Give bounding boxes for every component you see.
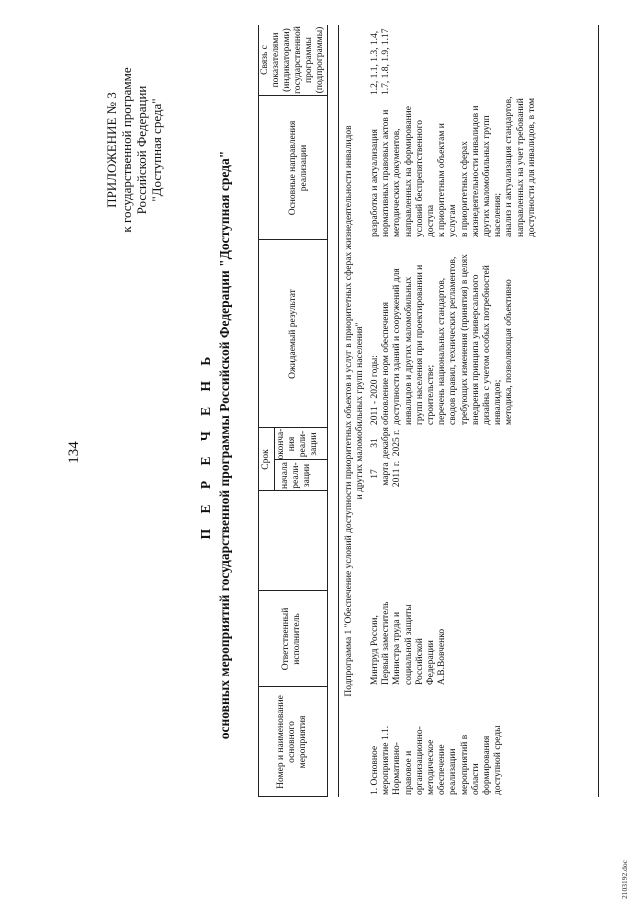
header-line: основного <box>287 721 297 763</box>
table-border-top <box>258 25 259 797</box>
subprogram-line: и других маломобильных групп населения" <box>355 322 365 500</box>
cell-line: мероприятие 1.1. <box>381 725 392 795</box>
cell-line: методических документов, <box>392 128 403 237</box>
cell-line: 2025 г. <box>392 429 403 457</box>
cell-line: 31 <box>370 438 380 448</box>
cell-line: доступности для инвалидов, в том <box>526 97 537 237</box>
cell-line: внедрения принципа универсального <box>470 274 481 425</box>
cell-line: требующих изменения (принятия) в целях <box>459 254 470 425</box>
cell-line: 2011 - 2020 годы: <box>370 355 380 425</box>
row1-end <box>370 427 404 459</box>
cell-line: направленных на учет требований <box>515 98 526 237</box>
column-divider <box>258 686 327 687</box>
header-directions: Основные направления реализации <box>288 120 309 216</box>
cell-line: 1.2, 1.1, 1.3, 1.4, <box>370 30 380 95</box>
title-line: основных мероприятий государственной программы Российской Федерации "Доступная среда" <box>217 150 232 740</box>
cell-line: Минтруд России, <box>370 615 380 685</box>
cell-line: групп населения при проектировании и <box>414 264 425 425</box>
cell-line: организационно- <box>414 726 425 795</box>
header-term: Срок <box>261 449 271 470</box>
cell-line: сводов правил, технических регламентов, <box>448 256 459 425</box>
title-line: П Е Р Е Ч Е Н Ь <box>198 350 213 540</box>
cell-line: методика, позволяющая объективно <box>504 279 515 425</box>
header-end <box>276 428 320 460</box>
header-line: зации <box>309 432 319 456</box>
header-line: государственной <box>293 26 303 94</box>
cell-line: доступности зданий и сооружений для <box>392 268 403 425</box>
row1-directions <box>370 95 538 237</box>
cell-line: анализ и актуализация стандартов, <box>504 96 515 237</box>
header-line: оконча- <box>276 428 286 460</box>
cell-line: обновление норм обеспечения <box>381 301 392 425</box>
column-divider <box>258 796 327 797</box>
header-line: Ответственный <box>281 607 291 671</box>
header-line: исполнитель <box>292 613 302 665</box>
cell-line: реализации <box>448 748 459 795</box>
row1-executor <box>370 589 448 685</box>
header-executor <box>281 593 303 685</box>
row1-result <box>370 241 516 425</box>
header-line: Связь с <box>260 45 270 75</box>
column-divider <box>258 590 327 591</box>
cell-line: разработка и актуализация <box>370 129 380 237</box>
cell-line: Нормативно- <box>392 742 403 795</box>
cell-line: Министра труда и <box>392 611 403 685</box>
header-line: зации <box>302 463 312 488</box>
appendix-line: к государственной программе <box>119 67 134 233</box>
appendix-line: "Доступная среда" <box>149 98 164 202</box>
row1-number-name <box>370 689 504 795</box>
cell-line: правовое и <box>403 750 414 795</box>
subprogram-divider <box>338 25 339 797</box>
cell-line: Российской <box>414 638 425 685</box>
cell-line: марта <box>381 462 392 486</box>
header-line: программы <box>304 37 314 83</box>
row1-link <box>370 25 392 95</box>
cell-line: формирования <box>482 735 493 795</box>
cell-line: населения; <box>493 193 504 237</box>
document-code: 2103192.doc <box>620 860 629 899</box>
header-line: показателями <box>271 32 281 88</box>
cell-line: Первый заместитель <box>381 601 392 685</box>
cell-line: дизайна с учетом особых потребностей <box>482 265 493 425</box>
table-border-bottom <box>598 25 599 797</box>
cell-line: 2011 г. <box>392 460 403 488</box>
header-line: (индикаторами) <box>282 28 292 92</box>
cell-line: инвалидов и других маломобильных <box>403 276 414 425</box>
column-divider <box>258 95 327 96</box>
measures-table <box>258 25 598 797</box>
cell-line: в приоритетных сферах <box>459 141 470 237</box>
cell-line: А.В.Вовченко <box>437 628 448 685</box>
cell-line: жизнедеятельности инвалидов и <box>470 105 481 237</box>
cell-line: методическое <box>426 739 437 795</box>
cell-line: других маломобильных групп <box>482 115 493 237</box>
header-result: Ожидаемый результат <box>288 289 298 379</box>
document-title <box>198 135 233 755</box>
cell-line: условий беспрепятственного доступа <box>414 120 437 237</box>
cell-line: 1.7, 1.8, 1.9, 1.17 <box>381 28 392 95</box>
cell-line: к приоритетным объектам и услугам <box>437 123 459 237</box>
cell-line: социальной защиты <box>403 604 414 685</box>
header-line: Номер и наименование <box>276 695 286 789</box>
appendix-heading <box>104 15 164 285</box>
page-number: 134 <box>66 441 82 464</box>
header-line: мероприятия <box>298 715 308 769</box>
appendix-line: Российской Федерации <box>134 85 149 215</box>
header-link <box>260 25 326 95</box>
header-line: начала <box>280 462 290 489</box>
header-line: реали- <box>291 462 301 489</box>
cell-line: направленных на формирование <box>403 106 414 237</box>
row1-start <box>370 459 404 489</box>
header-line: реали- <box>298 430 308 458</box>
cell-line: 1. Основное <box>370 745 380 795</box>
cell-line: мероприятий в <box>459 734 470 795</box>
subprogram-line: Подпрограмма 1 "Обеспечение условий доступности приоритетных объектов и услуг в приоритетных сферах жизнедеятельности инвалидов <box>344 125 354 697</box>
cell-line: обеспечение <box>437 744 448 795</box>
column-divider <box>258 239 327 240</box>
header-start <box>280 460 313 491</box>
header-bottom-border <box>327 25 328 797</box>
appendix-line: ПРИЛОЖЕНИЕ № 3 <box>104 92 119 208</box>
cell-line: доступной среды <box>493 725 504 795</box>
cell-line: 17 <box>370 469 380 479</box>
cell-line: Федерации <box>426 640 437 685</box>
subprogram-title <box>344 25 366 797</box>
cell-line: перечень национальных стандартов, <box>437 277 448 425</box>
cell-line: декабря <box>381 427 392 459</box>
cell-line: области <box>470 763 481 795</box>
cell-line: инвалидов; <box>493 379 504 425</box>
cell-line: нормативных правовых актов и <box>381 109 392 237</box>
cell-line: строительстве; <box>426 364 437 425</box>
header-number-name <box>276 689 309 795</box>
header-line: ния <box>287 436 297 452</box>
header-line: (подпрограммы) <box>315 26 325 94</box>
